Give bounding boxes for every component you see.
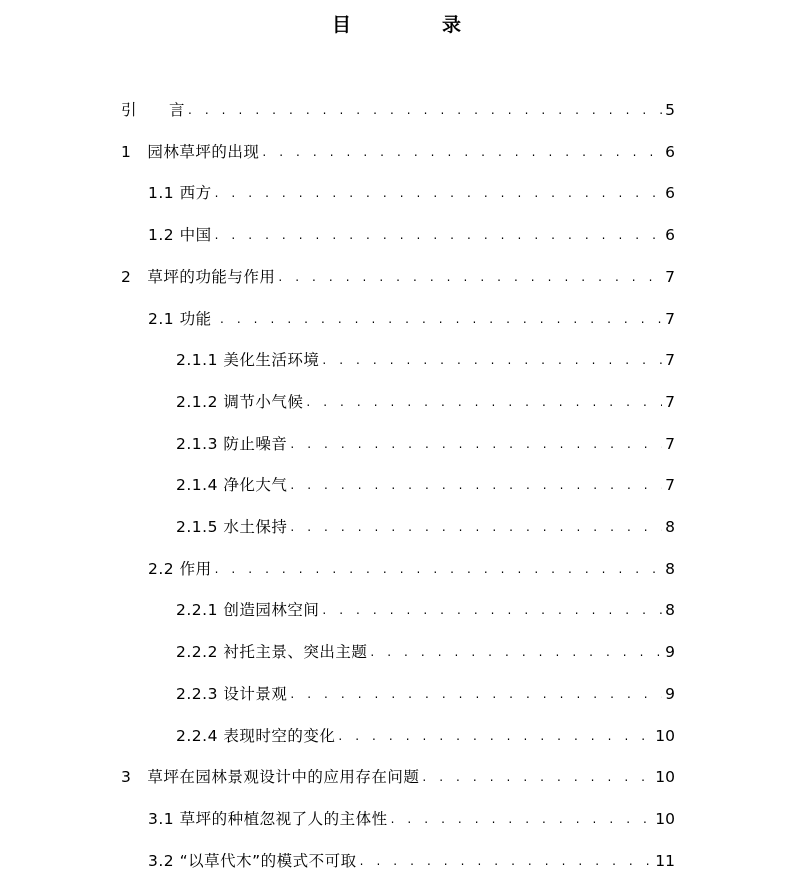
toc-entry-2[interactable]	[121, 261, 675, 287]
toc-entry-label: 2.2 作用	[148, 559, 212, 578]
toc-page-number: 7	[665, 267, 675, 286]
toc-entry-2-2-2[interactable]	[176, 636, 675, 662]
toc-entry-3-1[interactable]	[148, 803, 675, 829]
toc-leader-dots	[290, 436, 662, 454]
toc-page-number: 7	[665, 434, 675, 453]
toc-entry-label: 2.1 功能	[148, 309, 218, 328]
toc-page-number: 5	[665, 101, 675, 119]
toc-leader-dots	[215, 561, 663, 579]
toc-leader-dots	[422, 769, 652, 787]
toc-entry-2-1[interactable]	[148, 303, 675, 329]
toc-entry-label: 3.1 草坪的种植忽视了人的主体性	[148, 809, 388, 828]
toc-leader-dots	[322, 352, 662, 370]
toc-entry-2-2-4[interactable]	[176, 720, 675, 746]
toc-entry-label: 3 草坪在园林景观设计中的应用存在问题	[121, 768, 420, 787]
toc-leader-dots	[306, 394, 662, 412]
toc-page-number: 10	[655, 809, 675, 828]
toc-entry-label: 2.2.4 表现时空的变化	[176, 726, 336, 745]
toc-leader-dots	[290, 519, 662, 537]
toc-entry-1[interactable]	[121, 136, 675, 162]
toc-entry-2-1-2[interactable]	[176, 386, 675, 412]
toc-page-number: 6	[665, 142, 675, 161]
toc-page-number: 7	[665, 392, 675, 411]
toc-entry-label: 2.2.3 设计景观	[176, 684, 288, 703]
toc-entry-2-1-4[interactable]	[176, 469, 675, 495]
toc-entry-label: 1 园林草坪的出现	[121, 142, 260, 161]
toc-leader-dots	[290, 686, 662, 704]
toc-entry-label: 2.1.4 净化大气	[176, 476, 288, 495]
toc-page-number: 11	[655, 851, 675, 870]
toc-entry-label: 引 言	[121, 101, 186, 119]
toc-leader-dots	[220, 311, 662, 329]
toc-entry-label: 1.1 西方	[148, 184, 212, 203]
toc-entry-label: 2.1.3 防止噪音	[176, 434, 288, 453]
toc-page-number: 7	[665, 309, 675, 328]
toc-entry-label: 2.1.2 调节小气候	[176, 392, 304, 411]
toc-entry-1-2[interactable]	[148, 219, 675, 245]
toc-entry-label: 2 草坪的功能与作用	[121, 267, 276, 286]
toc-entry-intro[interactable]	[121, 94, 675, 120]
toc-page-number: 7	[665, 476, 675, 495]
toc-entry-label: 2.1.1 美化生活环境	[176, 351, 320, 370]
toc-entry-1-1[interactable]	[148, 177, 675, 203]
toc-leader-dots	[370, 644, 662, 662]
toc-entry-3[interactable]	[121, 761, 675, 787]
toc-page-number: 9	[665, 684, 675, 703]
toc-page-number: 9	[665, 643, 675, 662]
toc-entry-label: 2.1.5 水土保持	[176, 518, 288, 536]
toc-page-number: 6	[665, 226, 675, 245]
toc-leader-dots	[215, 227, 663, 245]
toc-page-number: 8	[665, 601, 675, 620]
toc-leader-dots	[290, 477, 662, 495]
toc-leader-dots	[391, 811, 653, 829]
toc-page-number: 8	[665, 518, 675, 536]
toc-entry-label: 2.2.1 创造园林空间	[176, 601, 320, 620]
toc-leader-dots	[188, 102, 662, 120]
toc-entry-label: 1.2 中国	[148, 226, 212, 245]
toc-page-number: 10	[655, 726, 675, 745]
toc-entry-label: 3.2 “以草代木”的模式不可取	[148, 851, 357, 870]
toc-leader-dots	[322, 602, 662, 620]
toc-leader-dots	[278, 269, 662, 287]
toc-entry-2-1-3[interactable]	[176, 428, 675, 454]
toc-entry-2-2-3[interactable]	[176, 678, 675, 704]
toc-entry-label: 2.2.2 衬托主景、突出主题	[176, 643, 368, 662]
toc-entry-2-2-1[interactable]	[176, 594, 675, 620]
toc-page-number: 8	[665, 559, 675, 578]
toc-entry-2-1-5[interactable]	[176, 511, 675, 537]
toc-leader-dots	[360, 853, 653, 871]
toc-leader-dots	[215, 185, 663, 203]
toc-entry-2-2[interactable]	[148, 553, 675, 579]
toc-page-number: 7	[665, 351, 675, 370]
toc-leader-dots	[262, 144, 662, 162]
toc-entry-2-1-1[interactable]	[176, 344, 675, 370]
toc-page-number: 6	[665, 184, 675, 203]
page-title: 目 录	[331, 14, 497, 36]
toc-page-number: 10	[655, 768, 675, 787]
toc-entry-3-2[interactable]	[148, 845, 675, 871]
toc-leader-dots	[338, 728, 652, 746]
